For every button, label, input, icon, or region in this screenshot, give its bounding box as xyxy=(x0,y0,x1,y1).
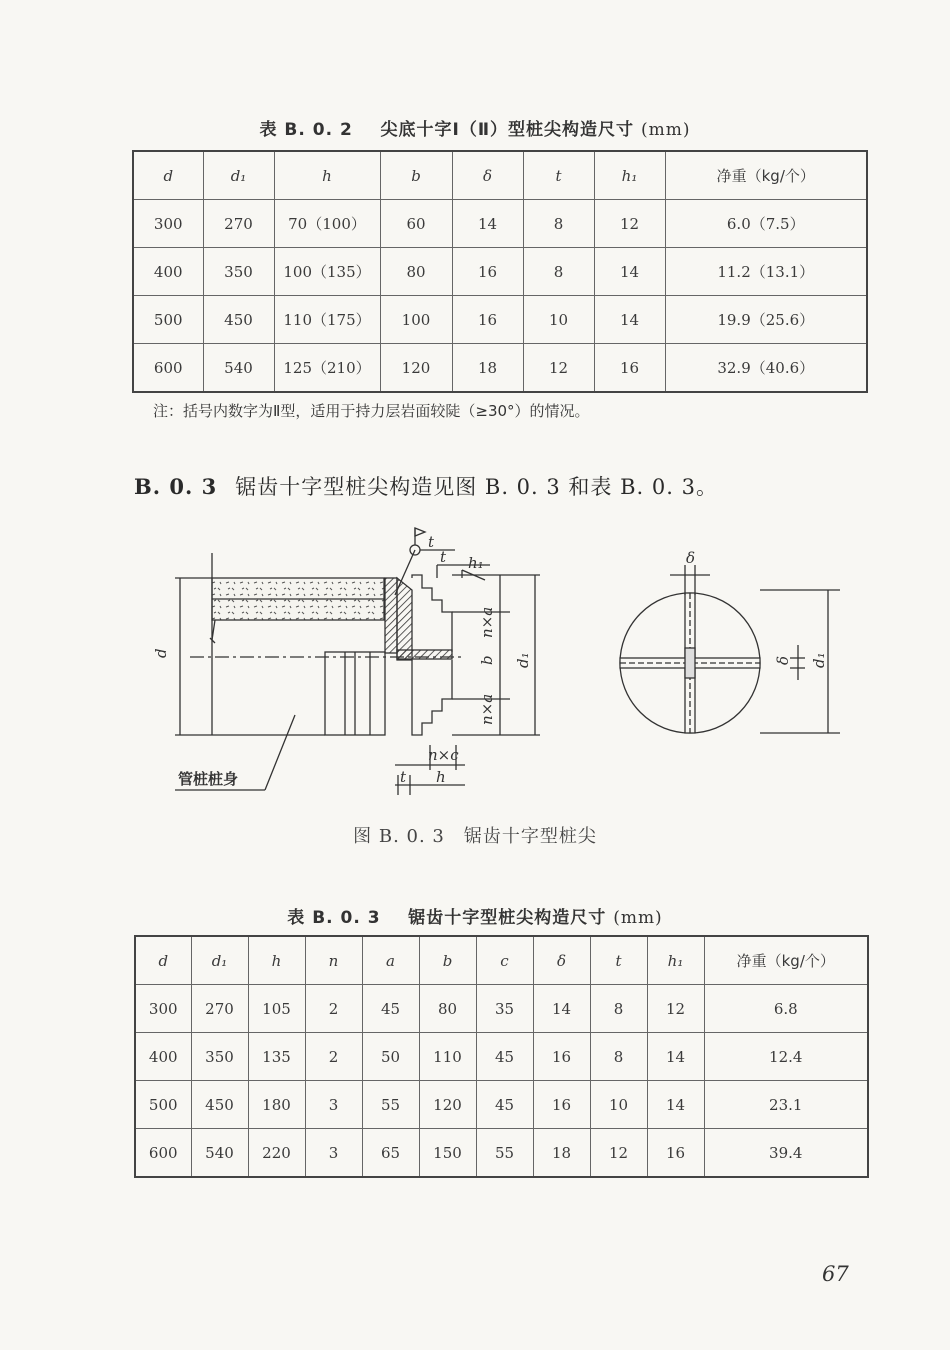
table-cell: 16 xyxy=(533,1081,590,1129)
label-delta-top: δ xyxy=(686,549,696,567)
label-t-bottom: t xyxy=(400,768,407,786)
table-cell: 16 xyxy=(647,1129,704,1178)
table-cell: 400 xyxy=(135,1033,191,1081)
table-cell: 2 xyxy=(305,1033,362,1081)
table-cell: 50 xyxy=(362,1033,419,1081)
col-header: 净重（kg/个） xyxy=(704,936,868,985)
table-cell: 65 xyxy=(362,1129,419,1178)
col-header: d xyxy=(133,151,203,200)
table-cell: 12 xyxy=(590,1129,647,1178)
table-cell: 55 xyxy=(362,1081,419,1129)
table-cell: 14 xyxy=(594,248,665,296)
table-cell: 14 xyxy=(533,985,590,1033)
table-cell: 600 xyxy=(133,344,203,393)
table-cell: 6.8 xyxy=(704,985,868,1033)
table-row xyxy=(133,248,867,296)
label-d: d xyxy=(152,648,170,658)
table-row xyxy=(133,200,867,248)
col-header: d₁ xyxy=(191,936,248,985)
table-cell: 400 xyxy=(133,248,203,296)
table-cell: 18 xyxy=(533,1129,590,1178)
table-cell: 110 xyxy=(419,1033,476,1081)
col-header: d xyxy=(135,936,191,985)
table-cell: 600 xyxy=(135,1129,191,1178)
table-cell: 125（210） xyxy=(274,344,380,393)
label-h: h xyxy=(436,768,446,786)
section-heading xyxy=(134,471,718,501)
table-row xyxy=(135,1033,868,1081)
table-cell: 450 xyxy=(203,296,274,344)
figure-b03 xyxy=(140,520,860,810)
caption-unit: (mm) xyxy=(613,908,663,928)
table-cell: 12 xyxy=(523,344,594,393)
table-cell: 500 xyxy=(133,296,203,344)
label-pile-body: 管桩桩身 xyxy=(178,770,239,788)
col-header: b xyxy=(380,151,452,200)
caption-label: 表 B. 0. 3 xyxy=(287,908,381,928)
col-header: b xyxy=(419,936,476,985)
table-cell: 12.4 xyxy=(704,1033,868,1081)
table-cell: 12 xyxy=(594,200,665,248)
table-note: 注：括号内数字为Ⅱ型，适用于持力层岩面较陡（≥30°）的情况。 xyxy=(153,402,590,420)
col-header: d₁ xyxy=(203,151,274,200)
table-header-row xyxy=(133,151,867,200)
table-header-row xyxy=(135,936,868,985)
table-cell: 14 xyxy=(647,1081,704,1129)
table-cell: 8 xyxy=(523,248,594,296)
table-cell: 100（135） xyxy=(274,248,380,296)
table-cell: 135 xyxy=(248,1033,305,1081)
table-cell: 8 xyxy=(590,1033,647,1081)
col-header: h₁ xyxy=(647,936,704,985)
table-cell: 150 xyxy=(419,1129,476,1178)
page-number: 67 xyxy=(822,1262,849,1286)
table-cell: 350 xyxy=(203,248,274,296)
col-header: c xyxy=(476,936,533,985)
table-cell: 70（100） xyxy=(274,200,380,248)
table-cell: 270 xyxy=(191,985,248,1033)
label-d1: d₁ xyxy=(514,652,532,668)
table-cell: 270 xyxy=(203,200,274,248)
table-cell: 16 xyxy=(533,1033,590,1081)
table-cell: 60 xyxy=(380,200,452,248)
section-text: 锯齿十字型桩尖构造见图 B. 0. 3 和表 B. 0. 3。 xyxy=(235,475,718,499)
table-cell: 35 xyxy=(476,985,533,1033)
table-cell: 110（175） xyxy=(274,296,380,344)
col-header: h₁ xyxy=(594,151,665,200)
col-header: t xyxy=(523,151,594,200)
table-cell: 16 xyxy=(594,344,665,393)
table-cell: 80 xyxy=(419,985,476,1033)
section-number: B. 0. 3 xyxy=(134,474,218,499)
table-cell: 45 xyxy=(476,1081,533,1129)
caption-text: 锯齿十字型桩尖构造尺寸 xyxy=(408,908,607,928)
table-cell: 540 xyxy=(203,344,274,393)
col-header: n xyxy=(305,936,362,985)
col-header: δ xyxy=(452,151,523,200)
table-cell: 14 xyxy=(647,1033,704,1081)
table-cell: 10 xyxy=(523,296,594,344)
label-delta-side: δ xyxy=(774,655,792,665)
caption-text: 尖底十字Ⅰ（Ⅱ）型桩尖构造尺寸 xyxy=(380,120,635,140)
table-cell: 14 xyxy=(594,296,665,344)
label-t2: t xyxy=(440,548,447,566)
table-cell: 32.9（40.6） xyxy=(665,344,867,393)
table-cell: 6.0（7.5） xyxy=(665,200,867,248)
table-cell: 8 xyxy=(590,985,647,1033)
table-row xyxy=(133,296,867,344)
table-cell: 18 xyxy=(452,344,523,393)
label-d1-section: d₁ xyxy=(810,652,828,668)
table-cell: 3 xyxy=(305,1129,362,1178)
table-cell: 19.9（25.6） xyxy=(665,296,867,344)
table-cell: 105 xyxy=(248,985,305,1033)
table-cell: 300 xyxy=(133,200,203,248)
table-cell: 55 xyxy=(476,1129,533,1178)
col-header: t xyxy=(590,936,647,985)
table-cell: 120 xyxy=(419,1081,476,1129)
table-cell: 12 xyxy=(647,985,704,1033)
table-cell: 14 xyxy=(452,200,523,248)
table-b03-caption xyxy=(0,903,950,928)
table-cell: 16 xyxy=(452,248,523,296)
caption-label: 表 B. 0. 2 xyxy=(259,120,353,140)
label-t: t xyxy=(428,533,435,551)
table-cell: 2 xyxy=(305,985,362,1033)
table-cell: 11.2（13.1） xyxy=(665,248,867,296)
table-row xyxy=(133,344,867,393)
table-cell: 100 xyxy=(380,296,452,344)
col-header: h xyxy=(274,151,380,200)
col-header: h xyxy=(248,936,305,985)
table-b03 xyxy=(134,935,869,1178)
col-header: δ xyxy=(533,936,590,985)
table-cell: 10 xyxy=(590,1081,647,1129)
table-b02 xyxy=(132,150,868,393)
table-row xyxy=(135,1129,868,1178)
table-row xyxy=(135,985,868,1033)
table-cell: 500 xyxy=(135,1081,191,1129)
table-cell: 39.4 xyxy=(704,1129,868,1178)
label-nxc: n×c xyxy=(428,746,459,764)
table-cell: 220 xyxy=(248,1129,305,1178)
table-b02-caption xyxy=(0,115,950,140)
table-cell: 23.1 xyxy=(704,1081,868,1129)
label-nxa-top: n×a xyxy=(478,606,496,638)
label-nxa-bottom: n×a xyxy=(478,693,496,725)
table-cell: 300 xyxy=(135,985,191,1033)
table-cell: 180 xyxy=(248,1081,305,1129)
caption-unit: (mm) xyxy=(640,120,691,140)
table-cell: 80 xyxy=(380,248,452,296)
table-cell: 8 xyxy=(523,200,594,248)
col-header: a xyxy=(362,936,419,985)
figure-caption: 图 B. 0. 3 锯齿十字型桩尖 xyxy=(353,826,597,847)
label-b: b xyxy=(478,655,496,665)
table-cell: 16 xyxy=(452,296,523,344)
table-cell: 540 xyxy=(191,1129,248,1178)
table-cell: 350 xyxy=(191,1033,248,1081)
table-row xyxy=(135,1081,868,1129)
table-cell: 120 xyxy=(380,344,452,393)
table-cell: 3 xyxy=(305,1081,362,1129)
col-header: 净重（kg/个） xyxy=(665,151,867,200)
table-cell: 450 xyxy=(191,1081,248,1129)
label-h1: h₁ xyxy=(468,554,484,572)
table-cell: 45 xyxy=(362,985,419,1033)
table-cell: 45 xyxy=(476,1033,533,1081)
